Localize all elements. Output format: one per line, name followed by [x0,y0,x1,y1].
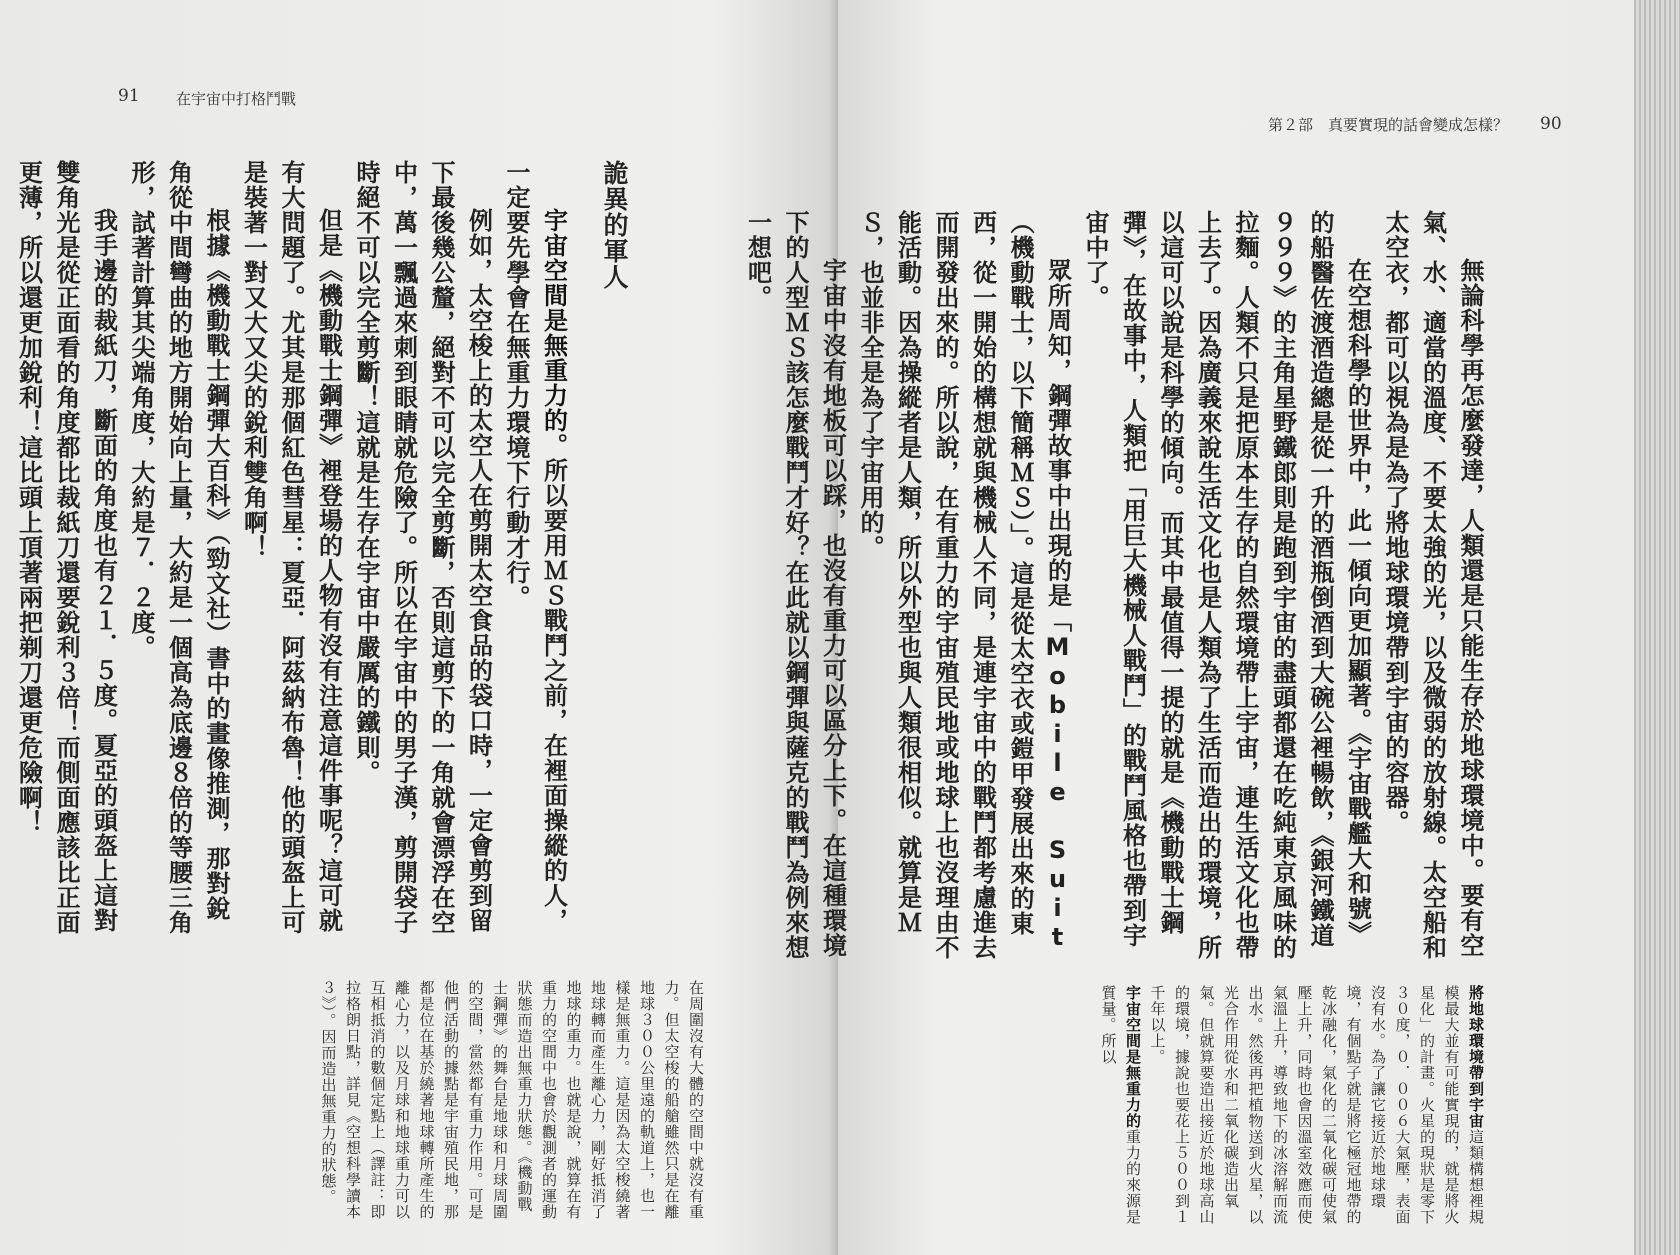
right-body-column [743,210,1488,970]
running-title-left: 在宇宙中打格鬥戰 [176,90,297,108]
page-edge [1634,0,1680,1255]
right-note-2: 宇宙空間是無重力的重力的來源是質量。所以 [1099,985,1142,1225]
left-paragraph-3: 但是《機動戰士鋼彈》裡登場的人物有沒有注意這件事呢？這可就有大問題了。尤其是那個紅色彗星：夏亞．阿茲納布魯！他的頭盔上可是裝著一對又大又尖的銳利雙角啊！ [239,160,343,935]
right-note-1: 將地球環境帶到宇宙這類構想裡規模最大並有可能實現的，就是將火星化」的計畫。火星的現狀是零下３０度，０．００６大氣壓，表面沒有水。為了讓它接近於地球環境，有個點子就是將它極冠地帶的乾冰融化，氣化的二氧化碳可使氣壓上升，同時也會因溫室效應而使氣溫上升，導致地下的冰溶解而流出水。然後再把植物送到火星，以光合作用從水和二氧化碳造出氧氣。但就算要造出接近於地球高山的環境，據說也要花上５００到１千年以上。 [1148,985,1485,1225]
left-paragraph-5: 我手邊的裁紙刀，斷面的角度也有２１．５度。夏亞的頭盔上這對雙角光是從正面看的角度都比裁紙刀還要銳利３倍！而側面應該比正面更薄，所以還更加銳利！這比頭上頂著兩把剃刀還更危險啊！ [14,160,118,935]
right-paragraph-1: 無論科學再怎麼發達，人類還是只能生存於地球環境中。要有空氣、水、適當的溫度、不要太強的光，以及微弱的放射線。太空船和太空衣，都可以視為是為了將地球環境帶到宇宙的容器。 [1381,210,1484,960]
right-paragraph-2: 在空想科學的世界中，此一傾向更加顯著。《宇宙戰艦大和號》的船醫佐渡酒造總是從一升的酒瓶倒酒到大碗公裡暢飲，《銀河鐵道９９９》的主角星野鐵郎則是跑到宇宙的盡頭都還在吃純東京風味的拉麵。人類不只是把原本生存的自然環境帶上宇宙，連生活文化也帶上去了。因為廣義來說生活文化也是人類為了生活而造出的環境，所以這可以說是科學的傾向。而其中最值得一提的就是《機動戰士鋼彈》，在故事中，人類把「用巨大機械人戰鬥」的戰鬥風格也帶到宇宙中了。 [1081,210,1372,960]
left-page [0,0,838,1255]
section-heading: 詭異的軍人 [600,160,629,290]
emphasis-text: 宇宙空間是無重力的 [539,208,568,433]
right-paragraph-4: 宇宙中沒有地板可以踩，也沒有重力可以區分上下。在這種環境下的人型ＭＳ該怎麼戰鬥才好？在此就以鋼彈與薩克的戰鬥為例來想一想吧。 [743,210,847,960]
right-notes-column [948,985,1488,1225]
left-body-column [14,160,633,940]
running-title-right: 第２部 真要實現的話會變成怎樣？ [1268,116,1509,134]
left-paragraph-4: 根據《機動戰士鋼彈大百科》（勁文社）書中的畫像推測，那對銳角從中間彎曲的地方開始向上量，大約是一個高為底邊８倍的等腰三角形，試著計算其尖端角度，大約是７．２度。 [127,160,230,935]
left-paragraph-2: 例如，太空梭上的太空人在剪開太空食品的袋口時，一定會剪到留下最後幾公釐，絕對不可以完全剪斷，否則這剪下的一角就會漂浮在空中，萬一飄過來刺到眼睛就危險了。所以在宇宙中的男子漢，剪開袋子時絕不可以完全剪斷！這就是生存在宇宙中嚴厲的鐵則。 [352,160,493,935]
note-title: 將地球環境帶到宇宙 [1467,985,1485,1129]
left-note: 在周圍沒有大體的空間中就沒有重力。但太空梭的船艙雖然只是在離地球３００公里遠的軌道上，也一樣是無重力。這是因為太空梭繞著地球轉而產生離心力，剛好抵消了地球的重力。也就是說，就算在有重力的空間中也會於觀測者的運動狀態而造出無重力狀態。《機動戰士鋼彈》的舞台是地球和月球周圍的空間，當然都有重力作用。可是他們活動的據點是宇宙殖民地，那都是位在基於繞著地球轉所產生的離心力，以及月球和地球重力可以互相抵消的數個定點上（譯註：即拉格朗日點，詳見《空想科學讀本３》）。因而造出無重力的狀態。 [319,980,705,1220]
left-notes-column [108,980,708,1220]
right-page [743,0,1680,1255]
left-paragraph-1: 宇宙空間是無重力的。所以要用ＭＳ戰鬥之前，在裡面操縱的人，一定要先學會在無重力環境下行動才行。 [502,160,568,933]
right-paragraph-3: 眾所周知，鋼彈故事中出現的是「Mobile Suit（機動戰士，以下簡稱ＭＳ）」。這是從太空衣或鎧甲發展出來的東西，從一開始的構想就與機械人不同，是連宇宙中的戰鬥都考慮進去而開發出來的。所以說，在有重力的宇宙殖民地或地球上也沒理由不能活動。因為操縱者是人類，所以外型也與人類很相似。就算是ＭＳ，也並非全是為了宇宙用的。 [856,210,1072,960]
note-title: 宇宙空間是無重力的 [1124,985,1142,1129]
page-number-left: 91 [118,86,140,106]
page-number-right: 90 [1540,114,1562,134]
